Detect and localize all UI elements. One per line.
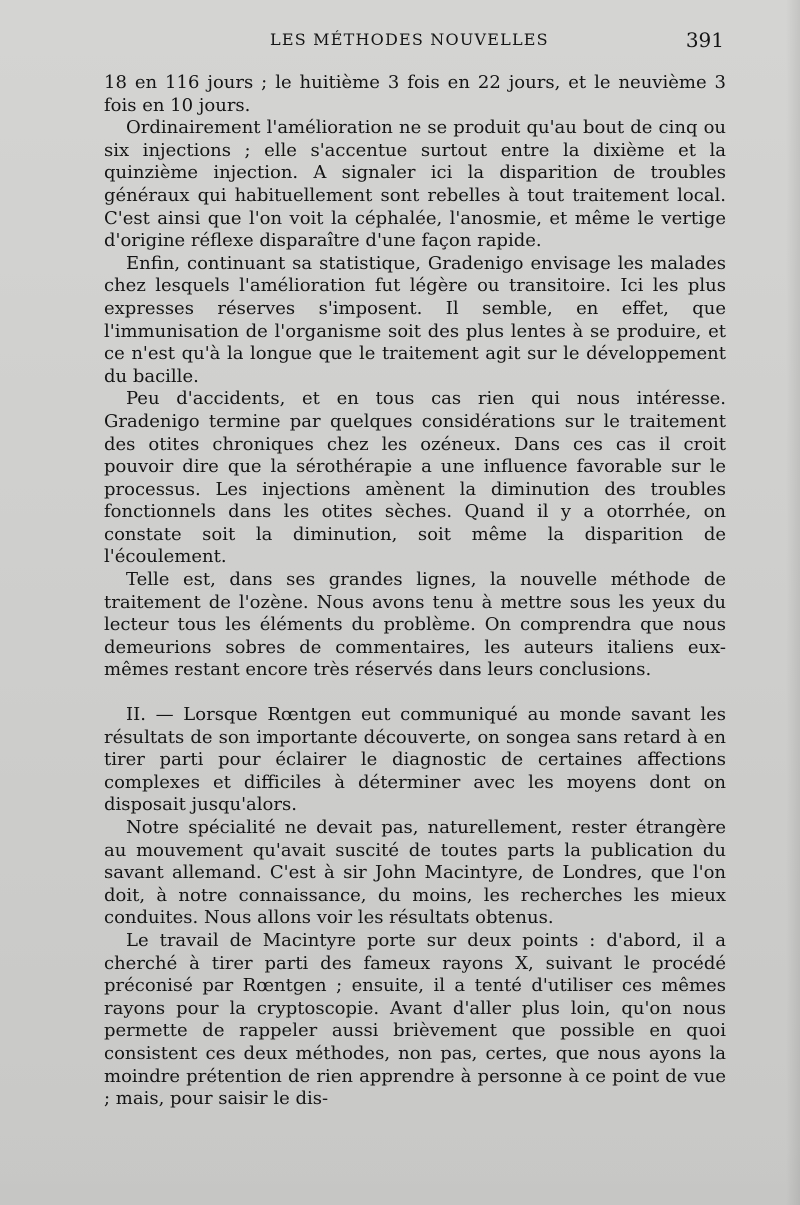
page-number: 391 — [685, 28, 724, 52]
paragraph-macintyre: Le travail de Macintyre porte sur deux points : d'abord, il a cherché à tirer parti des fameux rayons X, suivant le procédé préconisé par Rœntgen ; ensuite, il a tenté d'utiliser ces mêmes rayons pour la cryptoscopie. Avant d'aller plus loin, qu'on nous permette de rappeler aussi brièvement que possible en quoi consistent ces deux méthodes, non pas, certes, que nous ayons la moindre prétention de rien apprendre à personne à ce point de vue ; mais, pour saisir le dis- — [104, 929, 726, 1110]
body-text — [104, 72, 726, 1111]
paragraph-continuation: 18 en 116 jours ; le huitième 3 fois en 22 jours, et le neuvième 3 fois en 10 jours. — [104, 72, 726, 116]
page-bottom-shade — [0, 1145, 800, 1205]
paragraph-improvement: Ordinairement l'amélioration ne se produit qu'au bout de cinq ou six injections ; elle s'accentue surtout entre la dixième et la quinzième injection. A signaler ici la disparition de troubles généraux qui habituellement sont rebelles à tout traitement local. C'est ainsi que l'on voit la céphalée, l'anosmie, et même le vertige d'origine réflexe disparaître d'une façon rapide. — [104, 117, 726, 252]
page-header — [104, 30, 724, 52]
paragraph-specialty: Notre spécialité ne devait pas, naturellement, rester étrangère au mouvement qu'avait suscité de toutes parts la publication du savant allemand. C'est à sir John Macintyre, de Londres, que l'on doit, à notre connaissance, du moins, les recherches les mieux conduites. Nous allons voir les résultats obtenus. — [104, 817, 726, 929]
paragraph-section-ii: II. — Lorsque Rœntgen eut communiqué au monde savant les résultats de son importante découverte, on songea sans retard à en tirer parti pour éclairer le diagnostic de certaines affections complexes et difficiles à déterminer avec les moyens dont on disposait jusqu'alors. — [104, 704, 726, 816]
running-title: LES MÉTHODES NOUVELLES — [270, 30, 549, 49]
page-edge-shadow — [786, 0, 800, 1205]
paragraph-accidents: Peu d'accidents, et en tous cas rien qui nous intéresse. Gradenigo termine par quelques considérations sur le traitement des otites chroniques chez les ozéneux. Dans ces cas il croit pouvoir dire que la sérothérapie a une influence favorable sur le processus. Les injections amènent la diminution des troubles fonctionnels dans les otites sèches. Quand il y a otorrhée, on constate soit la diminution, soit même la disparition de l'écoulement. — [104, 388, 726, 568]
paragraph-statistics: Enfin, continuant sa statistique, Gradenigo envisage les malades chez lesquels l'amélioration fut légère ou transitoire. Ici les plus expresses réserves s'imposent. Il semble, en effet, que l'immunisation de l'organisme soit des plus lentes à se produire, et ce n'est qu'à la longue que le traitement agit sur le développement du bacille. — [104, 252, 726, 387]
paragraph-summary: Telle est, dans ses grandes lignes, la nouvelle méthode de traitement de l'ozène. Nous avons tenu à mettre sous les yeux du lecteur tous les éléments du problème. On comprendra que nous demeurions sobres de commentaires, les auteurs italiens eux-mêmes restant encore très réservés dans leurs conclusions. — [104, 569, 726, 681]
